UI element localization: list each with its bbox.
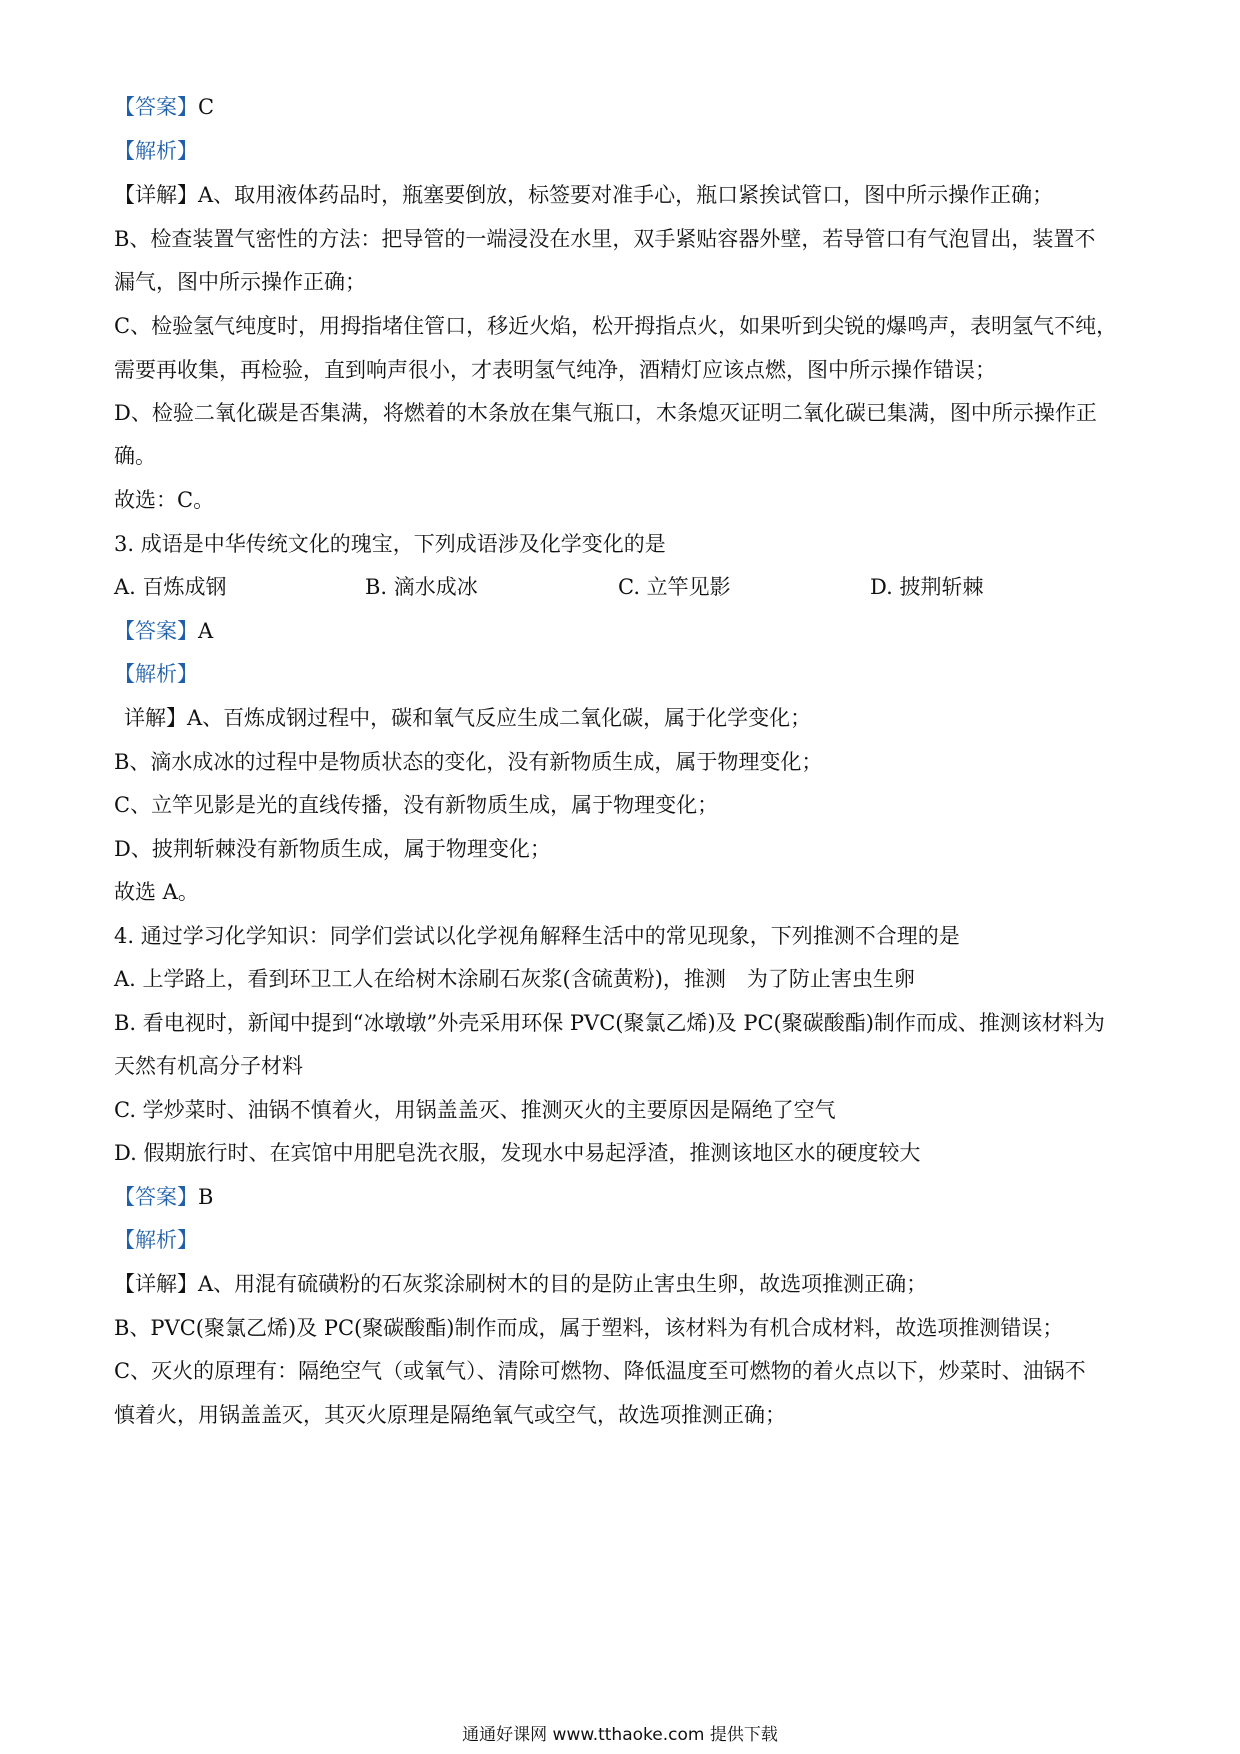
q3-detail-a: 详解】A、百炼成钢过程中，碳和氧气反应生成二氧化碳，属于化学变化； [124,706,812,730]
q4-answer-line [114,1182,1134,1212]
analysis-tag: 【解析】 [114,1228,198,1252]
q3-detail-d: D、披荆斩棘没有新物质生成，属于物理变化； [114,837,551,861]
q3-option-b: B. 滴水成冰 [365,575,478,599]
q3-detail-b: B、滴水成冰的过程中是物质状态的变化，没有新物质生成，属于物理变化； [114,750,823,774]
q2-conclusion: 故选：C。 [114,488,215,512]
q3-conclusion: 故选 A。 [114,880,199,904]
q3-detail-c: C、立竿见影是光的直线传播，没有新物质生成，属于物理变化； [114,793,719,817]
detail-tag: 【详解】 [114,1272,198,1296]
detail-tag-partial: 详解】 [124,706,187,730]
q2-detail-b-1: B、检查装置气密性的方法：把导管的一端浸没在水里，双手紧贴容器外壁，若导管口有气泡冒出，装置不 [114,227,1096,251]
q3-stem: 3. 成语是中华传统文化的瑰宝，下列成语涉及化学变化的是 [114,532,666,556]
q3-answer-line [114,616,1134,646]
detail-tag: 【详解】 [114,183,198,207]
q4-stem: 4. 通过学习化学知识：同学们尝试以化学视角解释生活中的常见现象，下列推测不合理的是 [114,924,960,948]
q2-detail-b-2: 漏气，图中所示操作正确； [114,270,366,294]
q3-option-a: A. 百炼成钢 [114,575,227,599]
q4-option-b-1: B. 看电视时，新闻中提到“冰墩墩”外壳采用环保 PVC(聚氯乙烯)及 PC(聚碳酸酯)制作而成、推测该材料为 [114,1011,1105,1035]
q4-option-a: A. 上学路上，看到环卫工人在给树木涂刷石灰浆(含硫黄粉)，推测 为了防止害虫生卵 [114,967,915,991]
q4-detail-b: B、PVC(聚氯乙烯)及 PC(聚碳酸酯)制作而成，属于塑料，该材料为有机合成材料，故选项推测错误； [114,1316,1064,1340]
q2-detail-a: 【详解】A、取用液体药品时，瓶塞要倒放，标签要对准手心，瓶口紧挨试管口，图中所示操作正确； [114,183,1054,207]
q2-detail-c-2: 需要再收集，再检验，直到响声很小，才表明氢气纯净，酒精灯应该点燃，图中所示操作错误； [114,358,996,382]
q4-detail-a: 【详解】A、用混有硫磺粉的石灰浆涂刷树木的目的是防止害虫生卵，故选项推测正确； [114,1272,928,1296]
answer-tag: 【答案】 [114,1185,198,1209]
answer-tag: 【答案】 [114,95,198,119]
q4-detail-c-1: C、灭火的原理有：隔绝空气（或氧气）、清除可燃物、降低温度至可燃物的着火点以下，炒菜时、油锅不 [114,1359,1086,1383]
q2-detail-c-1: C、检验氢气纯度时，用拇指堵住管口，移近火焰，松开拇指点火，如果听到尖锐的爆鸣声，表明氢气不纯， [114,314,1118,338]
answer-tag: 【答案】 [114,619,198,643]
q3-analysis-line [114,659,1134,689]
q4-option-b-2: 天然有机高分子材料 [114,1054,303,1078]
q3-option-c: C. 立竿见影 [618,575,731,599]
q4-answer: B [198,1185,214,1209]
page-footer: 通通好课网 www.tthaoke.com 提供下载 [462,1725,778,1745]
q2-detail-d-1: D、检验二氧化碳是否集满，将燃着的木条放在集气瓶口，木条熄灭证明二氧化碳已集满，图中所示操作正 [114,401,1097,425]
q2-detail-d-2: 确。 [114,444,156,468]
q3-answer: A [198,619,214,643]
q2-analysis-line [114,136,1134,166]
q4-analysis-line [114,1225,1134,1255]
q2-answer-line [114,92,1134,122]
q4-detail-c-2: 慎着火，用锅盖盖灭，其灭火原理是隔绝氧气或空气，故选项推测正确； [114,1403,786,1427]
analysis-tag: 【解析】 [114,662,198,686]
q3-option-d: D. 披荆斩棘 [870,575,984,599]
q4-option-c: C. 学炒菜时、油锅不慎着火，用锅盖盖灭、推测灭火的主要原因是隔绝了空气 [114,1098,836,1122]
q4-option-d: D. 假期旅行时、在宾馆中用肥皂洗衣服，发现水中易起浮渣，推测该地区水的硬度较大 [114,1141,921,1165]
q2-answer: C [198,95,215,119]
analysis-tag: 【解析】 [114,139,198,163]
